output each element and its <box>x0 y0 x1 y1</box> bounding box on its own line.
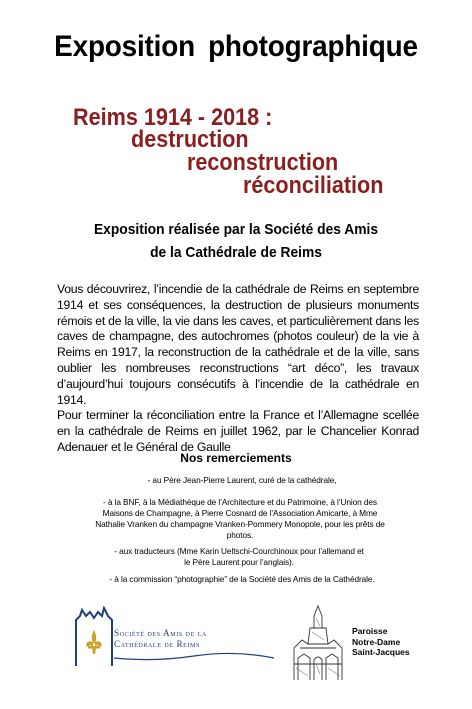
thanks-item <box>70 574 414 585</box>
subtitle-line-reconciliation: réconciliation <box>243 172 384 199</box>
logo-underline-decoration <box>114 652 284 664</box>
description-paragraph-1: Vous découvrirez, l’incendie de la cathédrale de Reims en septembre 1914 et ses conséquences, la destruction de plusieurs monuments rémois et de la ville, la vie dans les caves, et particulièrement dans les caves de champagne, des autochromes (photos couleur) de la vie à Reims en 1917, la reconstruction de la cathédrale et de la ville, sans oublier les nombreuses reconstructions “art déco”, les travaux d’aujourd’hui toujours consécutifs à l’incendie de la cathédrale en 1914. <box>57 282 419 407</box>
description <box>57 282 419 456</box>
parish-name <box>352 626 410 658</box>
organizer-line-2: de la Cathédrale de Reims <box>150 244 322 261</box>
description-paragraph-2: Pour terminer la réconciliation entre la France et l’Allemagne scellée en la cathédrale de Reims en juillet 1962, par le Chancelier Konrad Adenauer et le Général de Gaulle <box>57 408 419 454</box>
subtitle-line-destruction: destruction <box>131 126 249 153</box>
thanks-item <box>110 546 368 568</box>
poster-title: Exposition photographique <box>54 30 418 63</box>
thanks-item-text: - à la BNF, à la Médiathèque de l’Architecture et du Patrimoine, à l’Union des Maisons de Champagne, à Pierre Cosnard de l’Association Amicarte, à Mme Nathalie Vranken du champagne Vranken-Pommery Monopole, pour les prêts de photos. <box>95 497 385 540</box>
parish-name-line-1: Paroisse <box>352 626 388 636</box>
thanks-title: Nos remerciements <box>180 451 292 465</box>
organizer-line-1: Exposition réalisée par la Société des Amis <box>93 221 379 238</box>
parish-name-line-2: Notre-Dame <box>352 636 401 647</box>
thanks-item <box>70 475 414 486</box>
subtitle-line-reconstruction: reconstruction <box>187 149 339 176</box>
society-logo <box>74 606 244 668</box>
parish-name-line-3: Saint-Jacques <box>352 647 410 657</box>
society-name-line-1: Société des Amis de la <box>114 628 207 638</box>
subtitle-line-dates: Reims 1914 - 2018 : <box>73 104 273 131</box>
society-name-line-2: Cathédrale de Reims <box>114 639 200 649</box>
thanks-item-text: - au Père Jean-Pierre Laurent, curé de la cathédrale, <box>147 475 337 485</box>
church-drawing-icon <box>288 604 348 682</box>
thanks-item <box>90 497 390 541</box>
thanks-item-text: - à la commission “photographie” de la Société des Amis de la Cathédrale. <box>109 574 375 584</box>
cathedral-fleur-de-lis-icon <box>74 606 114 668</box>
thanks-item-text: - aux traducteurs (Mme Karin Ueltschi-Courchinoux pour l’allemand et le Père Laurent pour l’anglais). <box>114 546 364 567</box>
society-name <box>114 628 207 650</box>
parish-logo <box>288 604 448 684</box>
